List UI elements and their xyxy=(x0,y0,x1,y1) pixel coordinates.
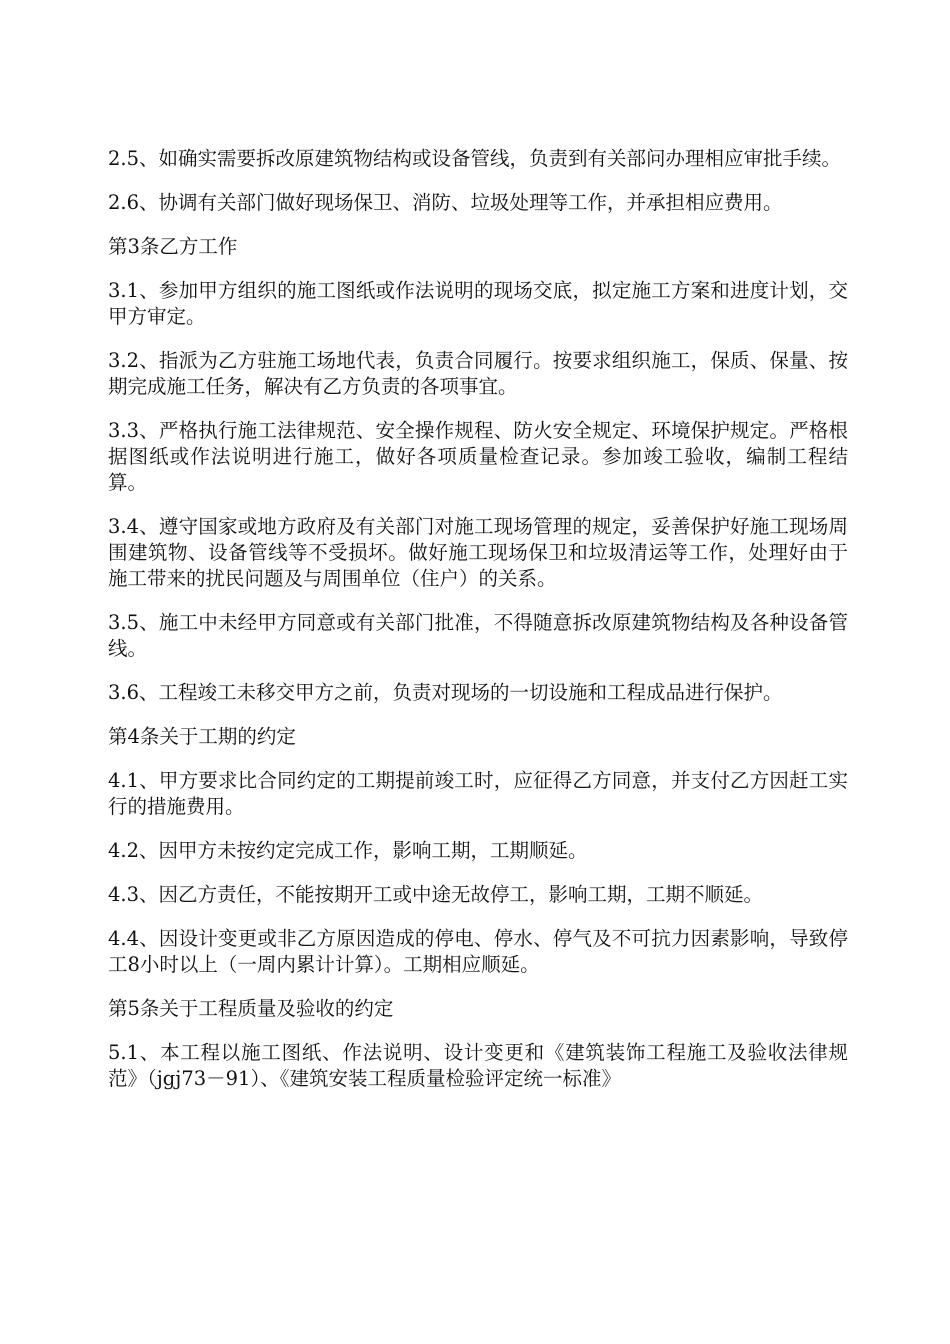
clause-3-2: 3.2、指派为乙方驻施工场地代表，负责合同履行。按要求组织施工，保质、保量、按期完成施工任务，解决有乙方负责的各项事宜。 xyxy=(108,349,848,398)
clause-3-4: 3.4、遵守国家或地方政府及有关部门对施工现场管理的规定，妥善保护好施工现场周围建筑物、设备管线等不受损坏。做好施工现场保卫和垃圾清运等工作，处理好由于施工带来的扰民问题及与周围单位（住户）的关系。 xyxy=(108,515,848,590)
clause-3-6: 3.6、工程竣工未移交甲方之前，负责对现场的一切设施和工程成品进行保护。 xyxy=(108,681,783,704)
clause-3-5: 3.5、施工中未经甲方同意或有关部门批准，不得随意拆改原建筑物结构及各种设备管线。 xyxy=(108,611,848,660)
document-page xyxy=(108,146,848,1110)
clause-4-3: 4.3、因乙方责任，不能按期开工或中途无故停工，影响工期，工期不顺延。 xyxy=(108,883,764,906)
section-heading-4: 第4条关于工期的约定 xyxy=(108,725,296,748)
clause-3-1: 3.1、参加甲方组织的施工图纸或作法说明的现场交底，拟定施工方案和进度计划，交甲方审定。 xyxy=(108,279,848,328)
clause-4-4: 4.4、因设计变更或非乙方原因造成的停电、停水、停气及不可抗力因素影响，导致停工8小时以上（一周内累计计算）。工期相应顺延。 xyxy=(108,927,848,976)
clause-4-2: 4.2、因甲方未按约定完成工作，影响工期，工期顺延。 xyxy=(108,839,588,862)
section-heading-5: 第5条关于工程质量及验收的约定 xyxy=(108,997,394,1020)
clause-3-3: 3.3、严格执行施工法律规范、安全操作规程、防火安全规定、环境保护规定。严格根据图纸或作法说明进行施工，做好各项质量检查记录。参加竣工验收，编制工程结算。 xyxy=(108,419,848,494)
clause-2-5: 2.5、如确实需要拆改原建筑物结构或设备管线，负责到有关部问办理相应审批手续。 xyxy=(108,147,842,170)
section-heading-3: 第3条乙方工作 xyxy=(108,235,238,258)
clause-4-1: 4.1、甲方要求比合同约定的工期提前竣工时，应征得乙方同意，并支付乙方因赶工实行的措施费用。 xyxy=(108,769,848,818)
clause-5-1: 5.1、本工程以施工图纸、作法说明、设计变更和《建筑装饰工程施工及验收法律规范》（jgj73－91）、《建筑安装工程质量检验评定统一标准》 xyxy=(108,1041,848,1090)
clause-2-6: 2.6、协调有关部门做好现场保卫、消防、垃圾处理等工作，并承担相应费用。 xyxy=(108,191,783,214)
